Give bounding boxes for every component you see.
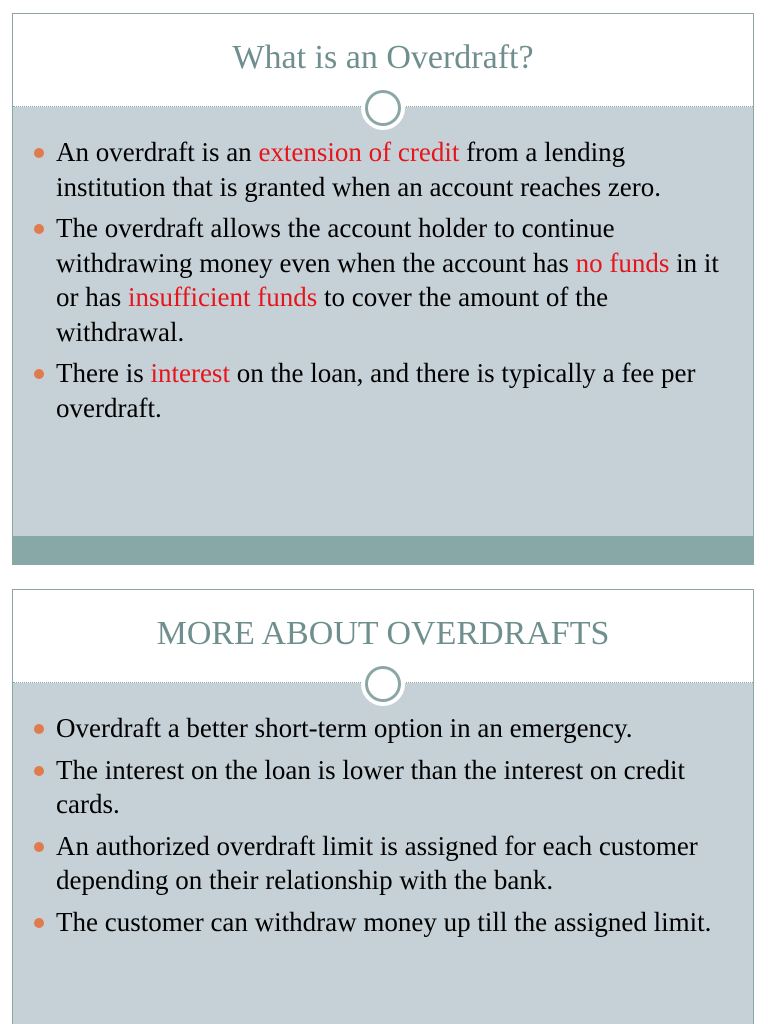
bullet-text: There is [56, 358, 151, 388]
bullet-item [56, 711, 723, 746]
bullet-dot-icon [34, 842, 44, 852]
bullet-text: The interest on the loan is lower than the interest on credit cards. [56, 754, 686, 819]
slide-more-about-overdrafts [12, 589, 754, 1024]
bullet-list [56, 711, 723, 939]
bullet-item [56, 135, 723, 204]
highlighted-term: extension of credit [258, 137, 460, 167]
bullet-dot-icon [34, 369, 44, 379]
bullet-dot-icon [34, 148, 44, 158]
bullet-text: An authorized overdraft limit is assigned for each customer depending on their relationship with the bank. [56, 830, 698, 895]
bullet-text: The overdraft allows the account holder to continue withdrawing money even when the account has [56, 213, 615, 278]
bullet-dot-icon [34, 724, 44, 734]
bullet-item [56, 211, 723, 349]
slide-body [13, 127, 753, 432]
bullet-item [56, 905, 723, 940]
highlighted-term: interest [150, 358, 230, 388]
bullet-dot-icon [34, 224, 44, 234]
highlighted-term: insufficient funds [127, 282, 318, 312]
highlighted-term: no funds [575, 247, 670, 278]
bullet-text: to cover the amount of the withdrawal. [56, 282, 609, 347]
slide-what-is-overdraft [12, 13, 754, 565]
slide-footer-bar [13, 536, 753, 564]
bullet-text: An overdraft is an [56, 137, 259, 167]
divider-ornament [361, 662, 405, 706]
slide-title: MORE ABOUT OVERDRAFTS [156, 615, 610, 652]
bullet-text: from a lending institution that is granted when an account reaches zero. [56, 137, 662, 202]
circle-icon [365, 90, 401, 126]
bullet-text: The customer can withdraw money up till the assigned limit. [56, 906, 712, 937]
bullet-item [56, 753, 723, 822]
slide-body [13, 703, 753, 946]
bullet-text: in it or has [56, 247, 719, 312]
divider-ornament [361, 86, 405, 130]
bullet-dot-icon [34, 918, 44, 928]
slide-title: What is an Overdraft? [232, 39, 534, 76]
bullet-item [56, 829, 723, 898]
bullet-text: Overdraft a better short-term option in an emergency. [56, 713, 633, 743]
bullet-item [56, 356, 723, 425]
bullet-list [56, 135, 723, 425]
circle-icon [365, 666, 401, 702]
bullet-text: on the loan, and there is typically a fee per overdraft. [56, 358, 696, 423]
bullet-dot-icon [34, 766, 44, 776]
